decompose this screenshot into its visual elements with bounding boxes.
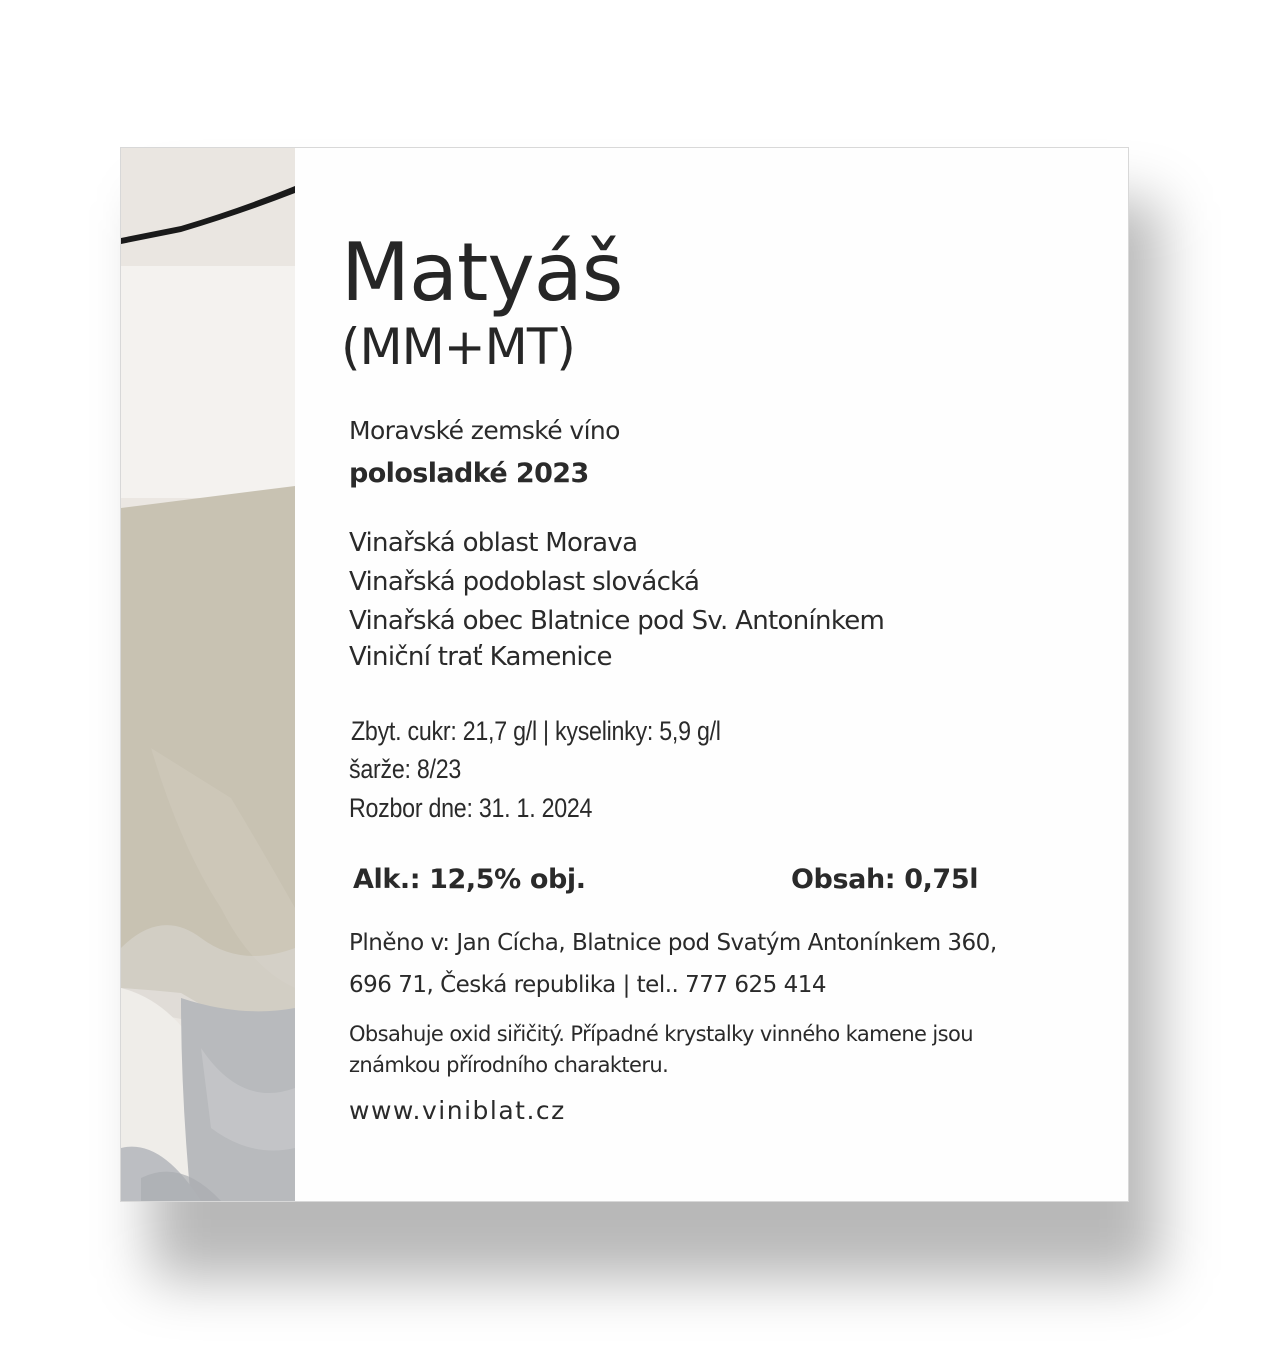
wine-subregion: Vinařská podoblast slovácká (349, 567, 700, 597)
sulfite-notice: Obsahuje oxid siřičitý. Případné krystalky vinného kamene jsou (349, 1022, 973, 1046)
bottle-volume: Obsah: 0,75l (791, 864, 979, 895)
vineyard: Viniční trať Kamenice (349, 642, 612, 672)
abstract-painting-image (121, 148, 295, 1201)
sweetness-vintage: polosladké 2023 (349, 458, 589, 489)
wine-village: Vinařská obec Blatnice pod Sv. Antonínkem (349, 606, 885, 636)
alcohol-content: Alk.: 12,5% obj. (353, 864, 586, 895)
abstract-artwork (121, 148, 295, 1201)
wine-name: Matyáš (341, 226, 623, 319)
batch-number: šarže: 8/23 (349, 754, 462, 784)
wine-category: Moravské zemské víno (349, 416, 620, 445)
sugar-acidity: Zbyt. cukr: 21,7 g/l | kyselinky: 5,9 g/l (351, 716, 721, 746)
website-url: www.viniblat.cz (349, 1096, 566, 1125)
grape-varieties: (MM+MT) (341, 318, 575, 376)
label-text-area (295, 148, 1128, 1201)
bottler-contact: 696 71, Česká republika | tel.. 777 625 414 (349, 972, 826, 998)
wine-label (120, 147, 1129, 1202)
analysis-date: Rozbor dne: 31. 1. 2024 (349, 793, 593, 823)
bottler-address: Plněno v: Jan Cícha, Blatnice pod Svatým Antonínkem 360, (349, 930, 997, 956)
wine-region: Vinařská oblast Morava (349, 528, 638, 558)
sulfite-notice-continued: známkou přírodního charakteru. (349, 1053, 669, 1077)
